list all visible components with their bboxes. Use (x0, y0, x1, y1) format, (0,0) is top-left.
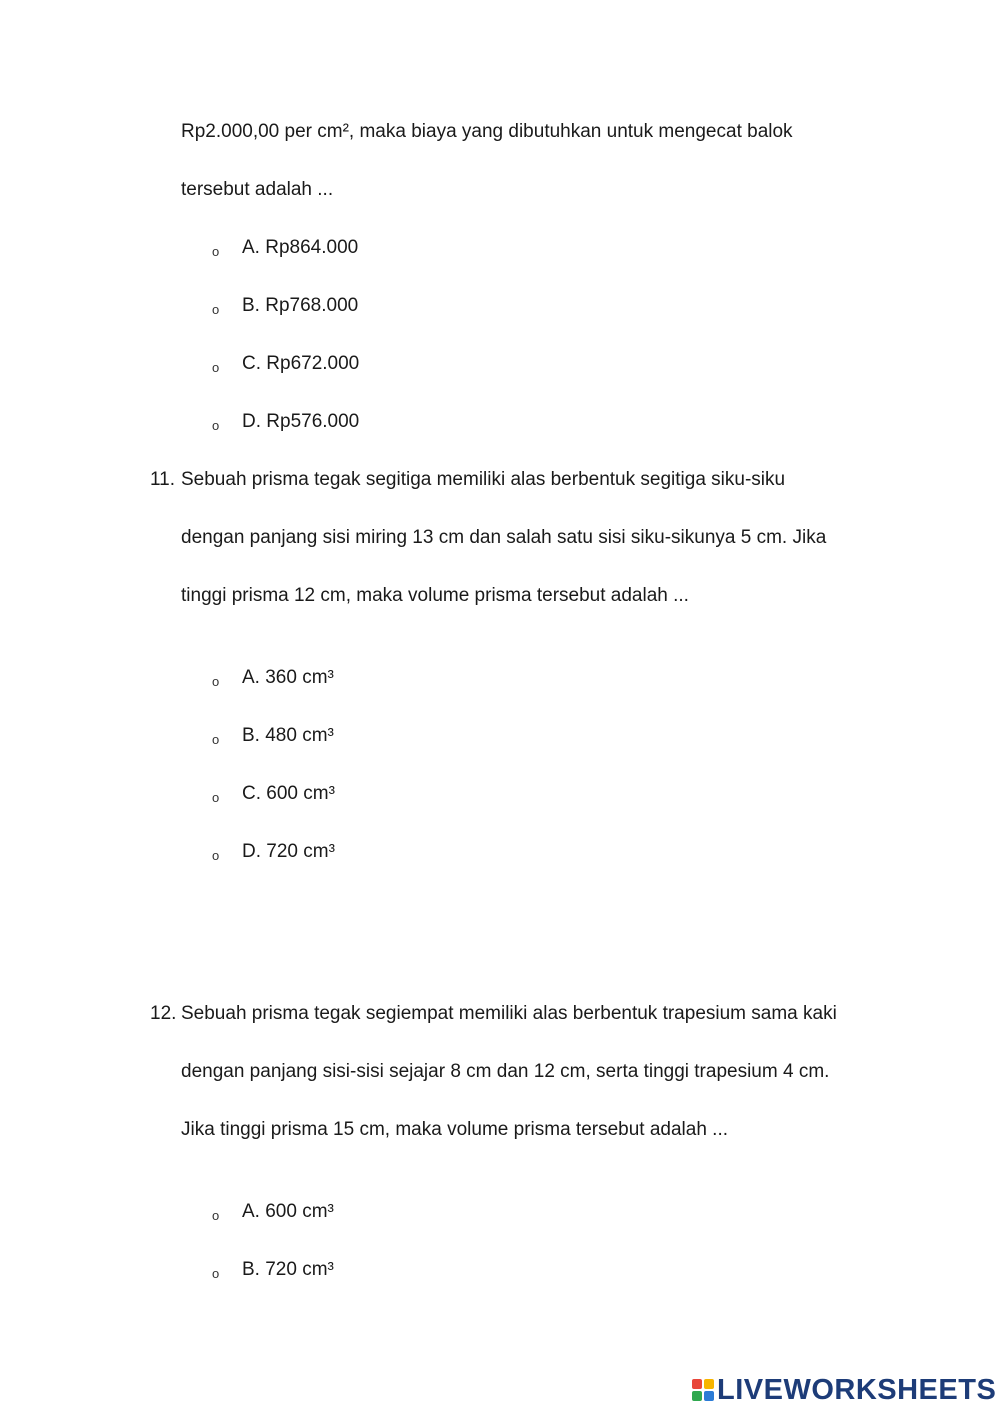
q10-option-c[interactable]: C. Rp672.000 (242, 353, 360, 374)
q12-option-a[interactable]: A. 600 cm³ (242, 1201, 334, 1222)
q11-option-b[interactable]: B. 480 cm³ (242, 725, 334, 746)
radio-bullet[interactable]: o (212, 732, 220, 747)
q12-option-b[interactable]: B. 720 cm³ (242, 1259, 334, 1280)
radio-bullet[interactable]: o (212, 302, 220, 317)
question-11-number: 11. (150, 469, 176, 490)
question-11-text-line-1: Sebuah prisma tegak segitiga memiliki alas berbentuk segitiga siku-siku (181, 469, 786, 490)
question-12-number: 12. (150, 1003, 177, 1024)
question-12-text-line-2: dengan panjang sisi-sisi sejajar 8 cm dan 12 cm, serta tinggi trapesium 4 cm. (181, 1061, 830, 1082)
question-10-text-line-1: Rp2.000,00 per cm², maka biaya yang dibutuhkan untuk mengecat balok (181, 121, 793, 142)
logo-square-red (692, 1379, 702, 1389)
radio-bullet[interactable]: o (212, 1266, 220, 1281)
question-11-text-line-2: dengan panjang sisi miring 13 cm dan salah satu sisi siku-sikunya 5 cm. Jika (181, 527, 827, 548)
q10-option-b[interactable]: B. Rp768.000 (242, 295, 359, 316)
logo-text: LIVEWORKSHEETS (717, 1373, 997, 1406)
q10-option-a[interactable]: A. Rp864.000 (242, 237, 359, 258)
q10-option-d[interactable]: D. Rp576.000 (242, 411, 360, 432)
q11-option-c[interactable]: C. 600 cm³ (242, 783, 335, 804)
q11-option-a[interactable]: A. 360 cm³ (242, 667, 334, 688)
logo-square-green (692, 1391, 702, 1401)
radio-bullet[interactable]: o (212, 790, 220, 805)
question-12-text-line-3: Jika tinggi prisma 15 cm, maka volume prisma tersebut adalah ... (181, 1119, 729, 1140)
radio-bullet[interactable]: o (212, 674, 220, 689)
radio-bullet[interactable]: o (212, 848, 220, 863)
question-12-text-line-1: Sebuah prisma tegak segiempat memiliki alas berbentuk trapesium sama kaki (181, 1003, 837, 1024)
q11-option-d[interactable]: D. 720 cm³ (242, 841, 335, 862)
logo-square-yellow (704, 1379, 714, 1389)
question-10-text-line-2: tersebut adalah ... (181, 179, 334, 200)
question-11-text-line-3: tinggi prisma 12 cm, maka volume prisma tersebut adalah ... (181, 585, 689, 606)
radio-bullet[interactable]: o (212, 1208, 220, 1223)
radio-bullet[interactable]: o (212, 360, 220, 375)
logo-grid-icon (692, 1379, 714, 1401)
radio-bullet[interactable]: o (212, 244, 220, 259)
radio-bullet[interactable]: o (212, 418, 220, 433)
liveworksheets-logo (692, 1374, 996, 1406)
logo-square-blue (704, 1391, 714, 1401)
